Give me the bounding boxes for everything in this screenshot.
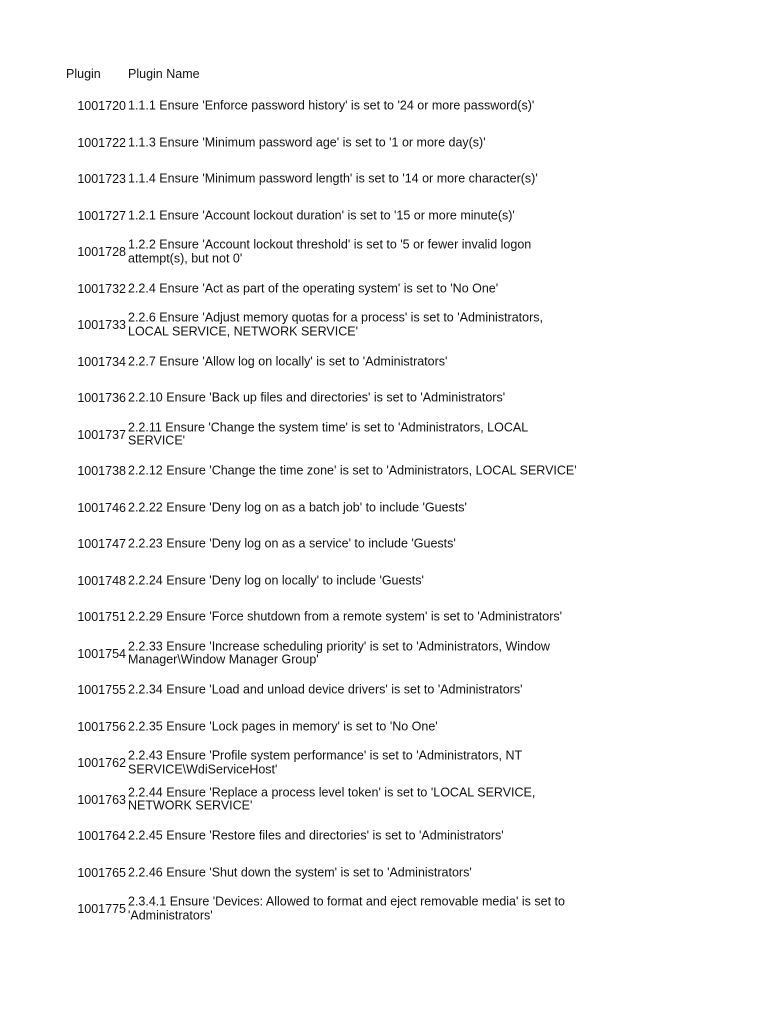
plugin-name: 1.1.4 Ensure 'Minimum password length' is set to '14 or more character(s)' (128, 171, 538, 186)
plugin-id: 1001734 (77, 354, 126, 369)
plugin-id: 1001751 (77, 610, 126, 625)
table-row (66, 161, 586, 198)
plugin-id: 1001736 (77, 391, 126, 406)
plugin-id: 1001763 (77, 792, 126, 807)
plugin-id: 1001747 (77, 537, 126, 552)
plugin-name: 1.1.1 Ensure 'Enforce password history' is set to '24 or more password(s)' (128, 98, 535, 113)
plugin-id: 1001775 (77, 902, 126, 917)
table-row (66, 782, 586, 819)
table-row (66, 417, 586, 454)
plugin-id: 1001732 (77, 281, 126, 296)
plugin-name: 2.2.43 Ensure 'Profile system performance' is set to 'Administrators, NT SERVICE\WdiServiceHost' (128, 748, 522, 777)
plugin-id: 1001738 (77, 464, 126, 479)
plugin-id: 1001720 (77, 99, 126, 114)
table-row (66, 380, 586, 417)
plugin-name: 2.2.44 Ensure 'Replace a process level token' is set to 'LOCAL SERVICE, NETWORK SERVICE' (128, 785, 536, 813)
table-row (66, 88, 586, 125)
plugin-name: 2.2.7 Ensure 'Allow log on locally' is set to 'Administrators' (128, 354, 448, 368)
table-row (66, 344, 586, 381)
plugin-id: 1001737 (77, 427, 126, 442)
plugin-name: 2.2.29 Ensure 'Force shutdown from a remote system' is set to 'Administrators' (128, 609, 563, 624)
table-row (66, 453, 586, 490)
table-row (66, 563, 586, 600)
table-row (66, 709, 586, 746)
plugin-id: 1001727 (77, 208, 126, 223)
plugin-id: 1001748 (77, 573, 126, 588)
plugin-table-body (66, 88, 586, 928)
table-row (66, 636, 586, 673)
table-row (66, 271, 586, 308)
plugin-name: 2.3.4.1 Ensure 'Devices: Allowed to format and eject removable media' is set to 'Administrators' (128, 894, 565, 923)
plugin-id: 1001755 (77, 683, 126, 698)
plugin-id: 1001746 (77, 500, 126, 515)
plugin-name: 2.2.45 Ensure 'Restore files and directories' is set to 'Administrators' (128, 828, 504, 843)
table-row (66, 526, 586, 563)
table-row (66, 198, 586, 235)
plugin-name: 2.2.10 Ensure 'Back up files and directories' is set to 'Administrators' (128, 390, 506, 405)
plugin-name: 1.2.2 Ensure 'Account lockout threshold' is set to '5 or fewer invalid logon attempt(s), but not 0' (128, 237, 532, 266)
plugin-name: 2.2.12 Ensure 'Change the time zone' is set to 'Administrators, LOCAL SERVICE' (128, 463, 577, 478)
plugin-name: 2.2.11 Ensure 'Change the system time' is set to 'Administrators, LOCAL SERVICE' (128, 420, 528, 448)
plugin-id: 1001754 (77, 646, 126, 661)
table-header (66, 66, 666, 82)
plugin-name: 2.2.6 Ensure 'Adjust memory quotas for a process' is set to 'Administrators, LOCAL SERVICE, NETWORK SERVICE' (128, 310, 543, 339)
table-row (66, 599, 586, 636)
plugin-name: 2.2.23 Ensure 'Deny log on as a service' to include 'Guests' (128, 536, 456, 551)
table-row (66, 891, 586, 928)
plugin-column-header: Plugin (66, 67, 101, 81)
table-row (66, 125, 586, 162)
plugin-id: 1001728 (77, 245, 126, 260)
plugin-name: 2.2.35 Ensure 'Lock pages in memory' is set to 'No One' (128, 719, 438, 733)
table-row (66, 234, 586, 271)
plugin-id: 1001733 (77, 318, 126, 333)
table-row (66, 855, 586, 892)
plugin-id: 1001756 (77, 719, 126, 734)
table-row (66, 818, 586, 855)
plugin-name: 2.2.33 Ensure 'Increase scheduling priority' is set to 'Administrators, Window Manager\Window Manager Group' (128, 639, 550, 667)
plugin-name: 2.2.22 Ensure 'Deny log on as a batch job' to include 'Guests' (128, 500, 467, 514)
plugin-name: 1.1.3 Ensure 'Minimum password age' is set to '1 or more day(s)' (128, 135, 486, 149)
plugin-id: 1001762 (77, 756, 126, 771)
table-row (66, 745, 586, 782)
plugin-id: 1001764 (77, 829, 126, 844)
plugin-name: 2.2.4 Ensure 'Act as part of the operating system' is set to 'No One' (128, 281, 499, 295)
plugin-id: 1001765 (77, 865, 126, 880)
table-row (66, 490, 586, 527)
plugin-name: 2.2.46 Ensure 'Shut down the system' is set to 'Administrators' (128, 865, 472, 879)
plugin-name: 2.2.24 Ensure 'Deny log on locally' to include 'Guests' (128, 573, 424, 587)
plugin-name: 2.2.34 Ensure 'Load and unload device drivers' is set to 'Administrators' (128, 682, 523, 697)
plugin-id: 1001722 (77, 135, 126, 150)
plugin-name-column-header: Plugin Name (128, 67, 200, 81)
plugin-name: 1.2.1 Ensure 'Account lockout duration' is set to '15 or more minute(s)' (128, 208, 515, 222)
table-row (66, 307, 586, 344)
plugin-id: 1001723 (77, 172, 126, 187)
table-row (66, 672, 586, 709)
